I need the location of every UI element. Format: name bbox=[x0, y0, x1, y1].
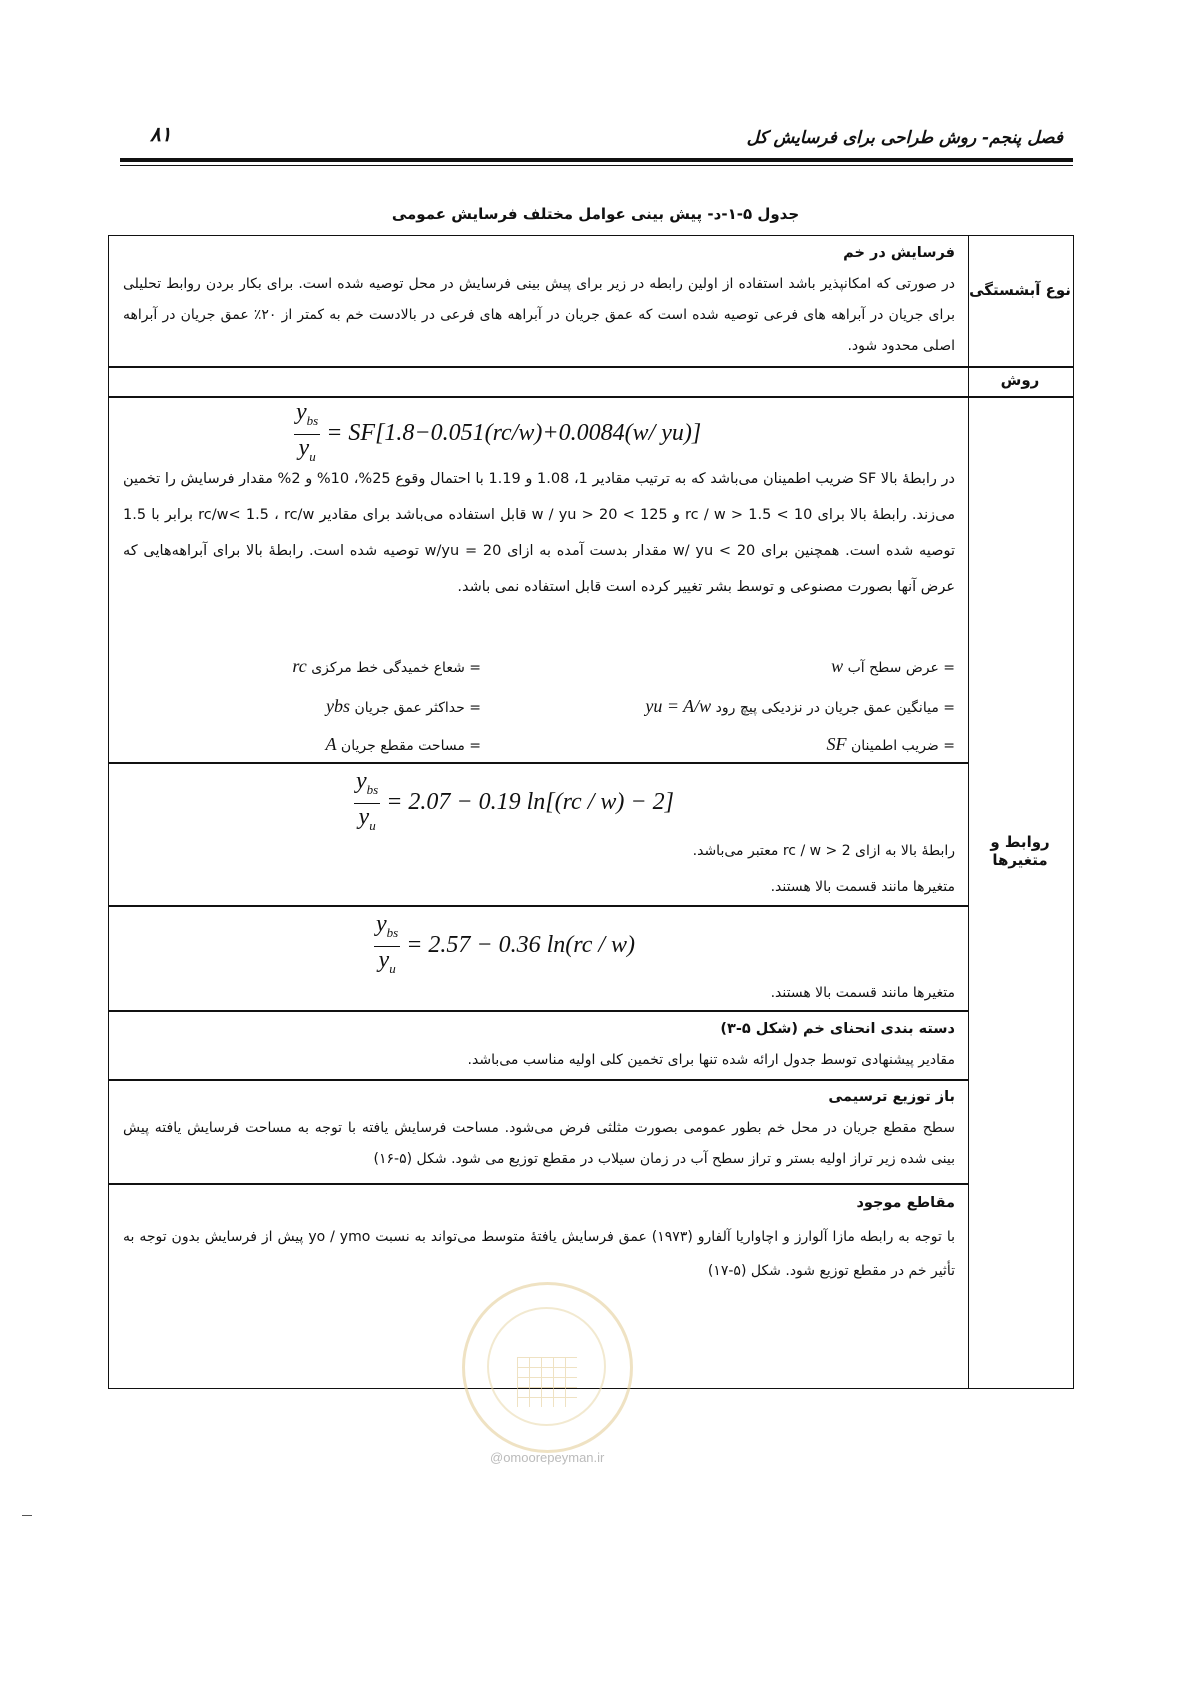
var-sf: = ضریب اطمینان SF bbox=[826, 734, 955, 754]
equation-2-validity: رابطهٔ بالا به ازای rc / w > 2 معتبر می‌باشد. bbox=[692, 843, 955, 859]
publisher-seal bbox=[462, 1282, 633, 1453]
equation-2: $\frac{y_{bs}}{y_u}$ = 2.07 − 0.19 ln[(rc / w) − 2] bbox=[356, 768, 674, 833]
classification-cell bbox=[123, 1014, 955, 1076]
equation-3-rhs: = 2.57 − 0.36 ln(rc / w) bbox=[406, 931, 636, 958]
var-yu: = میانگین عمق جریان در نزدیکی پیچ رود yu = A/w bbox=[645, 696, 955, 716]
header-rule bbox=[120, 158, 1073, 162]
header-rule-thin bbox=[120, 165, 1073, 166]
label-flow-type: نوع آبشستگی bbox=[969, 281, 1071, 299]
label-relations: روابط و متغیرها bbox=[990, 833, 1050, 869]
equation-3-vars: متغیرها مانند قسمت بالا هستند. bbox=[770, 985, 955, 1001]
classification-heading: دسته بندی انحنای خم (شکل ۵-۳) bbox=[720, 1021, 955, 1037]
watermark-text: @omoorepeyman.ir bbox=[490, 1450, 605, 1465]
var-rc: = شعاع خمیدگی خط مرکزی rc bbox=[292, 656, 481, 676]
equation-3: $\frac{y_{bs}}{y_u}$ = 2.57 − 0.36 ln(rc / w) bbox=[376, 911, 636, 976]
scour-table bbox=[108, 235, 1074, 1389]
var-ybs: = حداکثر عمق جریان ybs bbox=[326, 696, 481, 716]
row-divider bbox=[109, 1183, 969, 1185]
row-divider bbox=[109, 762, 969, 764]
classification-body: مقادیر پیشنهادی توسط جدول ارائه شده تنها برای تخمین کلی اولیه مناسب می‌باشد. bbox=[467, 1052, 955, 1068]
redistribution-cell bbox=[123, 1082, 955, 1175]
label-method: روش bbox=[1000, 371, 1040, 389]
footer-mark bbox=[22, 1515, 32, 1516]
var-w: = عرض سطح آب w bbox=[831, 656, 955, 676]
existing-sections-heading: مقاطع موجود bbox=[856, 1195, 955, 1211]
table-caption: جدول ۵-۱-د- پیش بینی عوامل مختلف فرسایش عمومی bbox=[391, 205, 800, 223]
redistribution-body: سطح مقطع جریان در محل خم بطور عمومی بصورت مثلثی فرض می‌شود. مساحت فرسایش یافته با توجه به مساحت فرسایش یافته پیش بینی شده زیر تراز اولیه بستر و تراز سطح آب در زمان سیلاب در مقطع توزیع می شود. شکل (۵-۱۶) bbox=[123, 1120, 955, 1167]
existing-sections-cell bbox=[123, 1186, 955, 1288]
bend-scour-cell bbox=[123, 238, 955, 362]
existing-sections-body: با توجه به رابطه مازا آلوارز و اچاواریا آلفارو (۱۹۷۳) عمق فرسایش یافتهٔ متوسط می‌تواند به نسبت yo / ymo پیش از فرسایش بدون توجه به تأثیر خم در مقطع توزیع شود. شکل (۵-۱۷) bbox=[123, 1229, 955, 1279]
bend-scour-heading: فرسایش در خم bbox=[843, 245, 955, 261]
column-divider bbox=[968, 236, 970, 1388]
equation-2-rhs: = 2.07 − 0.19 ln[(rc / w) − 2] bbox=[386, 788, 674, 815]
equation-1-explanation: در رابطهٔ بالا SF ضریب اطمینان می‌باشد که به ترتیب مقادیر 1، 1.08 و 1.19 با احتمال وقوع 25%، 10% و 2% مقدار فرسایش را تخمین می‌زند. رابطهٔ بالا برای 10 > rc / w > 1.5 و 125 > w / yu > 20 قابل استفاده می‌باشد برای مقادیر rc/w< 1.5 ، rc/w برابر با 1.5 توصیه شده است. همچنین برای 20 > w/ yu مقدار بدست آمده به ازای w/yu = 20 توصیه شده است. رابطهٔ بالا برای آبراهه‌هایی که عرض آنها بصورت مصنوعی و توسط بشر تغییر کرده است قابل استفاده نمی باشد. bbox=[123, 471, 956, 595]
row-divider bbox=[109, 1079, 969, 1081]
equation-2-vars: متغیرها مانند قسمت بالا هستند. bbox=[770, 879, 955, 895]
page-number: ۸۱ bbox=[150, 122, 172, 146]
row-divider bbox=[109, 1010, 969, 1012]
chapter-title: فصل پنجم- روش طراحی برای فرسایش کل bbox=[746, 128, 1063, 148]
var-a: = مساحت مقطع جریان A bbox=[325, 734, 481, 754]
equation-1: $\frac{y_{bs}}{y_u}$ = SF[1.8−0.051(rc/w)+0.0084(w/ yu)] bbox=[296, 399, 702, 464]
bend-scour-body: در صورتی که امکانپذیر باشد استفاده از اولین رابطه در زیر برای پیش بینی فرسایش در محل توصیه شده است. برای بکار بردن روابط تحلیلی برای جریان در آبراهه های فرعی توصیه شده است که عمق جریان در آبراهه های فرعی در بالادست خم به کمتر از ۲۰٪ عمق جریان در آبراهه اصلی محدود شود. bbox=[123, 276, 955, 354]
row-divider bbox=[109, 366, 1073, 368]
equation-1-rhs: = SF[1.8−0.051(rc/w)+0.0084(w/ yu)] bbox=[326, 419, 702, 446]
row-divider bbox=[109, 905, 969, 907]
redistribution-heading: باز توزیع ترسیمی bbox=[828, 1089, 955, 1105]
row-divider bbox=[109, 396, 1073, 398]
